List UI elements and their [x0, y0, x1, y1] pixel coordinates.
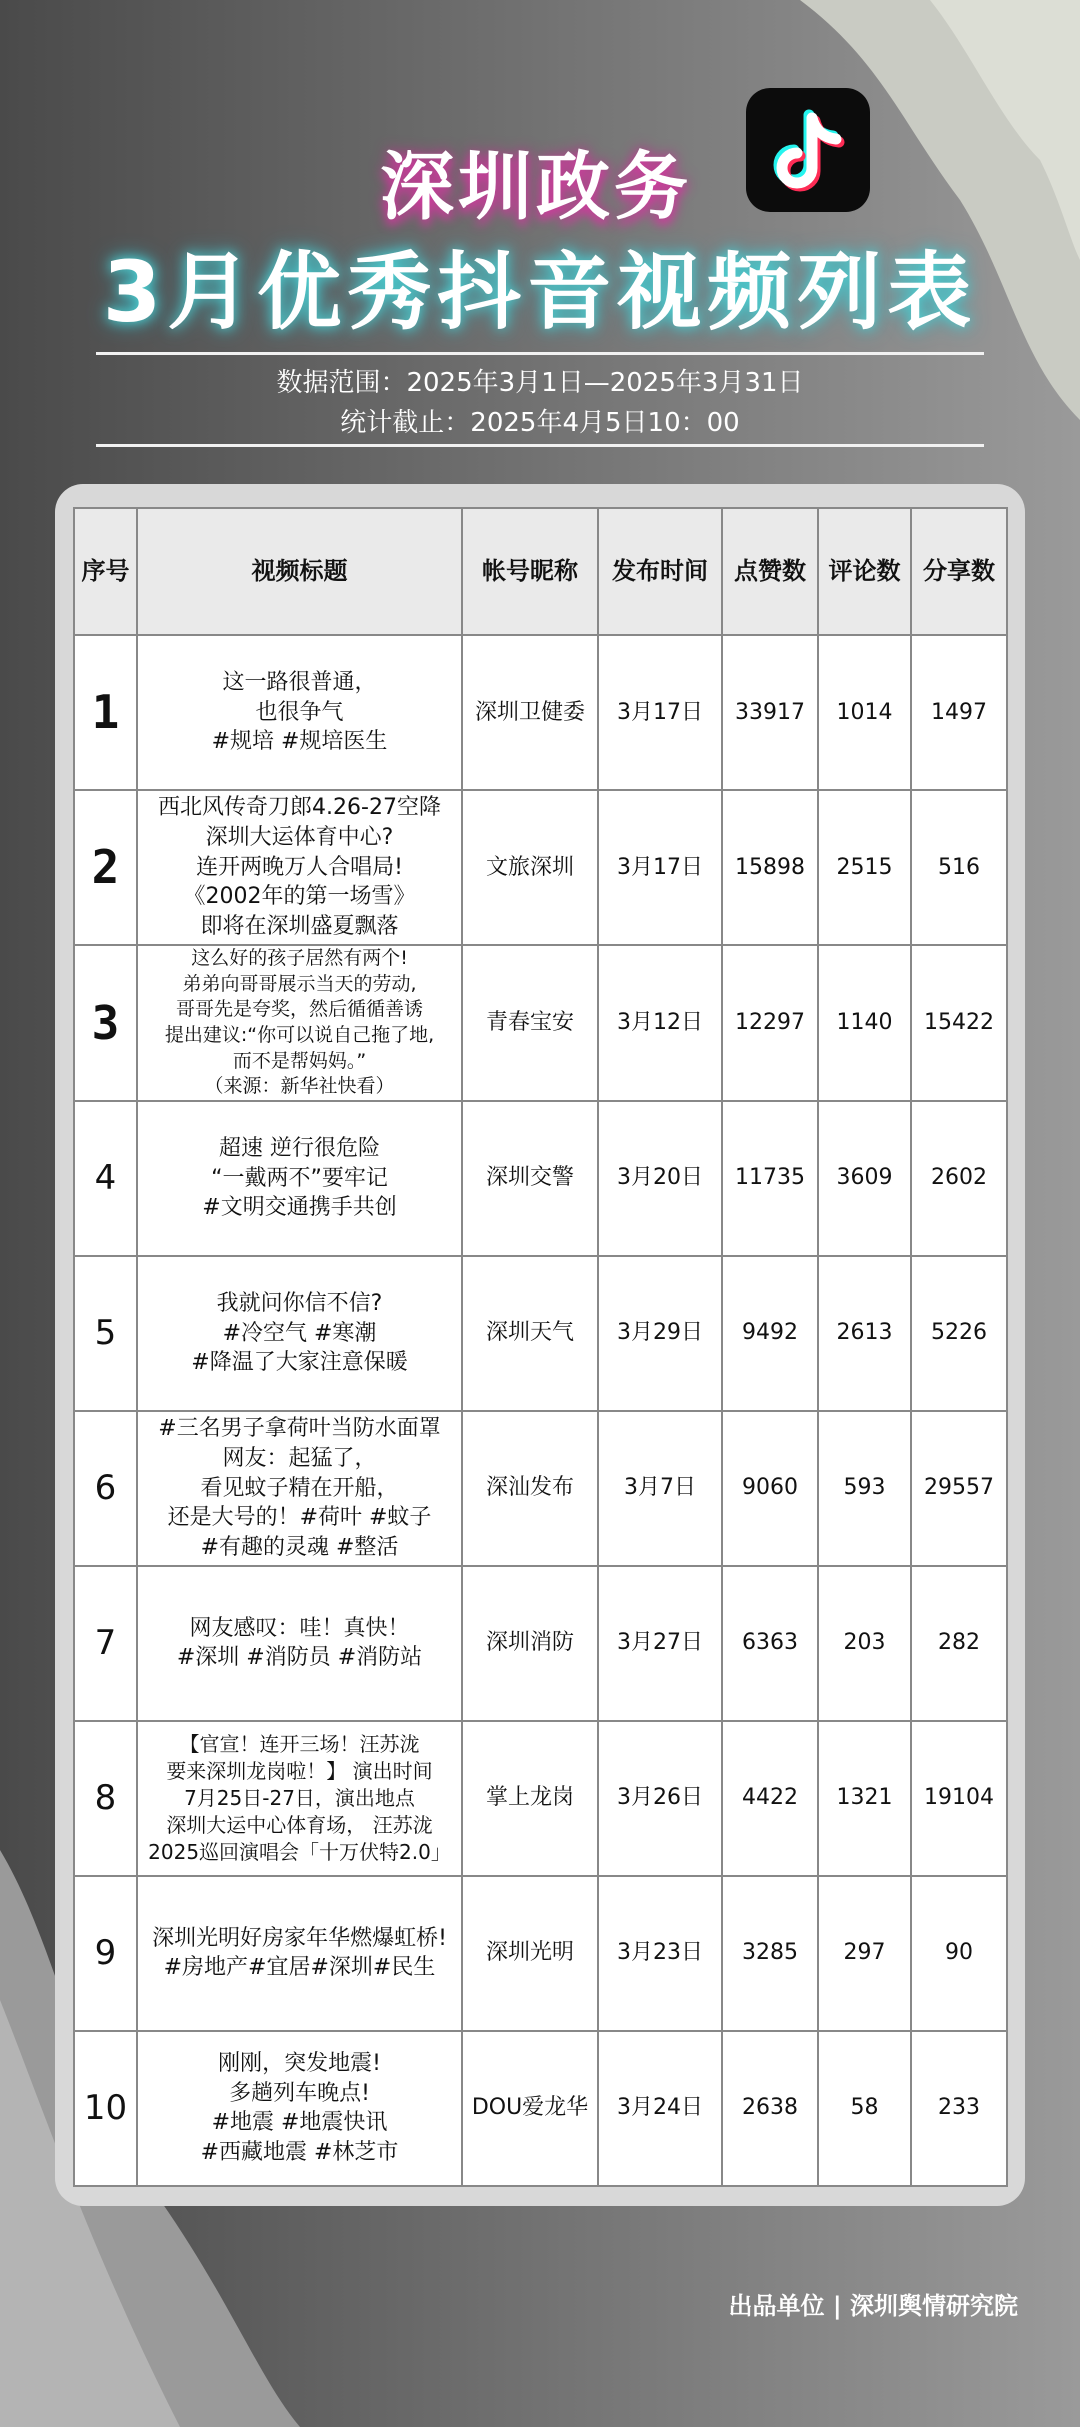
col-likes: 点赞数: [722, 508, 818, 635]
cell-account: 青春宝安: [462, 945, 598, 1101]
col-title: 视频标题: [137, 508, 462, 635]
cell-likes: 2638: [722, 2031, 818, 2186]
cell-account: 深圳天气: [462, 1256, 598, 1411]
table-row: [74, 2031, 1007, 2186]
cell-title: 【官宣！连开三场！汪苏泷 要来深圳龙岗啦！】 演出时间 7月25日-27日，演出地点 深圳大运中心体育场， 汪苏泷 2025巡回演唱会「十万伏特2.0」: [137, 1721, 462, 1876]
divider: [96, 352, 984, 355]
cell-likes: 12297: [722, 945, 818, 1101]
cell-shares: 233: [911, 2031, 1007, 2186]
cell-title: 这一路很普通， 也很争气 #规培 #规培医生: [137, 635, 462, 790]
cell-title: 刚刚，突发地震! 多趟列车晚点! #地震 #地震快讯 #西藏地震 #林芝市: [137, 2031, 462, 2186]
cell-account: 深圳光明: [462, 1876, 598, 2031]
cell-shares: 15422: [911, 945, 1007, 1101]
cell-title: 超速 逆行很危险 “一戴两不”要牢记 #文明交通携手共创: [137, 1101, 462, 1256]
cell-date: 3月17日: [598, 790, 722, 945]
col-comments: 评论数: [818, 508, 911, 635]
cell-date: 3月23日: [598, 1876, 722, 2031]
cell-comments: 2613: [818, 1256, 911, 1411]
table-row: [74, 1256, 1007, 1411]
cell-shares: 19104: [911, 1721, 1007, 1876]
cell-shares: 516: [911, 790, 1007, 945]
cell-title: 深圳光明好房家年华燃爆虹桥! #房地产#宜居#深圳#民生: [137, 1876, 462, 2031]
cell-rank: 2: [74, 790, 137, 945]
cutoff-time: 统计截止：2025年4月5日10：00: [340, 408, 740, 438]
cell-title: 西北风传奇刀郎4.26-27空降 深圳大运体育中心? 连开两晚万人合唱局! 《2002年的第一场雪》 即将在深圳盛夏飘落: [137, 790, 462, 945]
cell-rank: 7: [74, 1566, 137, 1721]
title-line2: 3月优秀抖音视频列表: [102, 243, 978, 341]
cell-account: 掌上龙岗: [462, 1721, 598, 1876]
cell-account: 文旅深圳: [462, 790, 598, 945]
table-row: [74, 635, 1007, 790]
col-date: 发布时间: [598, 508, 722, 635]
cell-comments: 203: [818, 1566, 911, 1721]
table-row: [74, 1876, 1007, 2031]
cell-date: 3月17日: [598, 635, 722, 790]
cell-comments: 593: [818, 1411, 911, 1566]
data-range: 数据范围：2025年3月1日—2025年3月31日: [276, 368, 804, 398]
cell-shares: 1497: [911, 635, 1007, 790]
cell-likes: 33917: [722, 635, 818, 790]
cell-rank: 4: [74, 1101, 137, 1256]
producer-credit: 出品单位 | 深圳舆情研究院: [728, 2292, 1018, 2320]
cell-account: 深汕发布: [462, 1411, 598, 1566]
cell-likes: 11735: [722, 1101, 818, 1256]
cell-date: 3月24日: [598, 2031, 722, 2186]
cell-likes: 9492: [722, 1256, 818, 1411]
cell-likes: 4422: [722, 1721, 818, 1876]
table-row: [74, 790, 1007, 945]
cell-rank: 10: [74, 2031, 137, 2186]
cell-shares: 90: [911, 1876, 1007, 2031]
cell-likes: 6363: [722, 1566, 818, 1721]
cell-comments: 1140: [818, 945, 911, 1101]
cell-title: 我就问你信不信? #冷空气 #寒潮 #降温了大家注意保暖: [137, 1256, 462, 1411]
col-rank: 序号: [74, 508, 137, 635]
cell-rank: 6: [74, 1411, 137, 1566]
cell-title: 这么好的孩子居然有两个! 弟弟向哥哥展示当天的劳动, 哥哥先是夸奖，然后循循善诱 提出建议:“你可以说自己拖了地, 而不是帮妈妈。” （来源：新华社快看）: [137, 945, 462, 1101]
cell-likes: 3285: [722, 1876, 818, 2031]
cell-title: 网友感叹：哇！真快！ #深圳 #消防员 #消防站: [137, 1566, 462, 1721]
cell-date: 3月27日: [598, 1566, 722, 1721]
cell-date: 3月7日: [598, 1411, 722, 1566]
col-shares: 分享数: [911, 508, 1007, 635]
table-row: [74, 945, 1007, 1101]
cell-rank: 8: [74, 1721, 137, 1876]
divider: [96, 444, 984, 447]
cell-shares: 282: [911, 1566, 1007, 1721]
cell-comments: 2515: [818, 790, 911, 945]
douyin-logo-icon: [746, 88, 870, 212]
cell-shares: 29557: [911, 1411, 1007, 1566]
cell-comments: 58: [818, 2031, 911, 2186]
cell-rank: 5: [74, 1256, 137, 1411]
cell-likes: 9060: [722, 1411, 818, 1566]
cell-date: 3月12日: [598, 945, 722, 1101]
cell-title: #三名男子拿荷叶当防水面罩 网友：起猛了， 看见蚊子精在开船， 还是大号的！#荷叶 #蚊子 #有趣的灵魂 #整活: [137, 1411, 462, 1566]
video-table: [73, 507, 1008, 2187]
table-row: [74, 1101, 1007, 1256]
cell-shares: 5226: [911, 1256, 1007, 1411]
table-row: [74, 1721, 1007, 1876]
col-account: 帐号昵称: [462, 508, 598, 635]
cell-date: 3月26日: [598, 1721, 722, 1876]
cell-account: 深圳交警: [462, 1101, 598, 1256]
cell-account: DOU爱龙华: [462, 2031, 598, 2186]
cell-comments: 297: [818, 1876, 911, 2031]
table-row: [74, 1566, 1007, 1721]
cell-account: 深圳卫健委: [462, 635, 598, 790]
table-header: [74, 508, 1007, 635]
cell-comments: 3609: [818, 1101, 911, 1256]
cell-rank: 3: [74, 945, 137, 1101]
table-row: [74, 1411, 1007, 1566]
cell-rank: 9: [74, 1876, 137, 2031]
cell-account: 深圳消防: [462, 1566, 598, 1721]
cell-comments: 1321: [818, 1721, 911, 1876]
cell-date: 3月20日: [598, 1101, 722, 1256]
cell-date: 3月29日: [598, 1256, 722, 1411]
cell-shares: 2602: [911, 1101, 1007, 1256]
cell-likes: 15898: [722, 790, 818, 945]
cell-comments: 1014: [818, 635, 911, 790]
cell-rank: 1: [74, 635, 137, 790]
title-line1: 深圳政务: [380, 144, 692, 230]
